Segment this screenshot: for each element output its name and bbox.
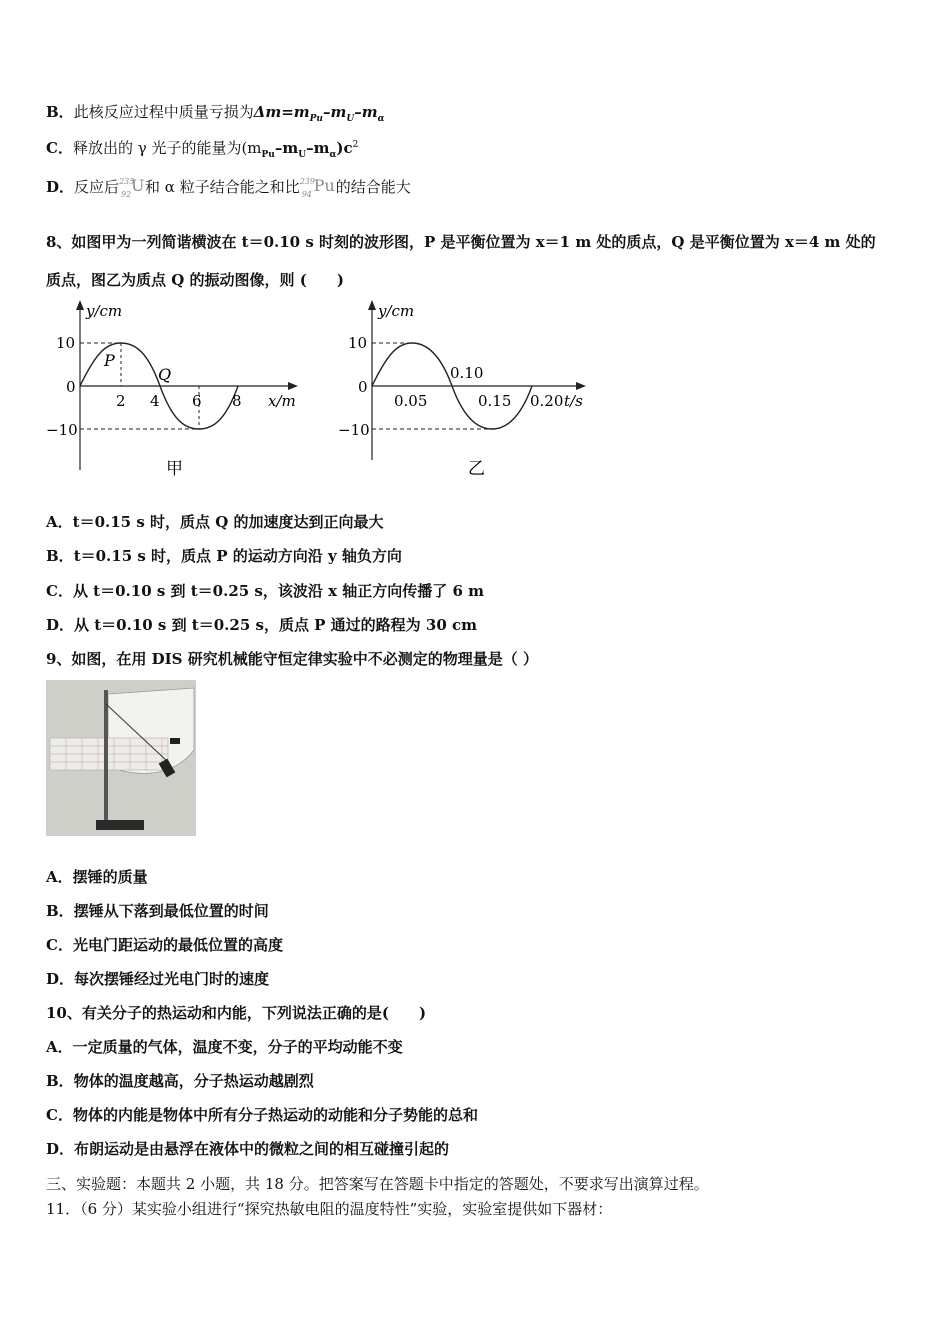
q10-stem: 10、有关分子的热运动和内能，下列说法正确的是( ) bbox=[46, 1004, 427, 1022]
formula-part: )c bbox=[336, 139, 353, 157]
q10-option-a bbox=[46, 1037, 403, 1057]
t-tick-020: 0.20 bbox=[530, 392, 564, 410]
option-text: 从 t＝0.10 s 到 t＝0.25 s，该波沿 x 轴正方向传播了 6 m bbox=[72, 582, 485, 600]
section-3-heading: 三、实验题：本题共 2 小题，共 18 分。把答案写在答题卡中指定的答题处，不要求写出演算过程。 bbox=[46, 1175, 709, 1193]
q10-option-c bbox=[46, 1105, 478, 1125]
q9-stem: 9、如图，在用 DIS 研究机械能守恒定律实验中不必测定的物理量是（ ） bbox=[46, 650, 538, 668]
option-text: 反应后 bbox=[74, 178, 120, 196]
x-tick-2: 2 bbox=[116, 392, 126, 410]
option-text: 光电门距运动的最低位置的高度 bbox=[72, 936, 283, 954]
option-text: 物体的内能是物体中所有分子热运动的动能和分子势能的总和 bbox=[72, 1106, 478, 1124]
t-tick-010: 0.10 bbox=[450, 364, 484, 382]
formula-part: –m bbox=[354, 103, 378, 121]
option-text: 释放出的 γ 光子的能量为(m bbox=[72, 139, 262, 157]
x-tick-8: 8 bbox=[232, 392, 242, 410]
mass-number: 239 bbox=[299, 177, 315, 186]
y-tick-top: 10 bbox=[348, 334, 368, 352]
option-text: t＝0.15 s 时，质点 Q 的加速度达到正向最大 bbox=[72, 513, 384, 531]
figure-jia-wave-graph bbox=[44, 298, 304, 483]
option-text: 物体的温度越高，分子热运动越剧烈 bbox=[73, 1072, 314, 1090]
subscript: α bbox=[377, 114, 385, 124]
superscript: 2 bbox=[352, 140, 359, 150]
subscript: Pu bbox=[261, 150, 275, 160]
option-label: C． bbox=[46, 582, 73, 600]
dis-apparatus-photo bbox=[46, 680, 196, 836]
q10-option-d bbox=[46, 1139, 449, 1159]
pendulum-apparatus-illustration bbox=[46, 680, 196, 836]
y-tick-zero: 0 bbox=[358, 378, 368, 396]
option-label: B． bbox=[46, 1072, 74, 1090]
q8-stem-line2: 质点，图乙为质点 Q 的振动图像，则 ( ) bbox=[46, 271, 344, 289]
q7-option-d bbox=[46, 177, 411, 198]
option-text: 一定质量的气体，温度不变，分子的平均动能不变 bbox=[72, 1038, 403, 1056]
t-axis-arrow bbox=[576, 382, 586, 390]
q8-option-a bbox=[46, 512, 384, 532]
q8-option-d bbox=[46, 615, 477, 635]
t-axis-label: t/s bbox=[564, 392, 583, 410]
stand-base bbox=[96, 820, 144, 830]
y-tick-top: 10 bbox=[56, 334, 76, 352]
q7-option-b bbox=[46, 102, 385, 122]
point-q-label: Q bbox=[158, 365, 172, 384]
q9-option-b bbox=[46, 901, 269, 921]
option-text: 的结合能大 bbox=[335, 178, 411, 196]
q10-option-b bbox=[46, 1071, 314, 1091]
figure-yi-vibration-graph bbox=[334, 298, 596, 483]
option-label: D． bbox=[46, 616, 75, 634]
option-label: C． bbox=[46, 1106, 73, 1124]
subscript: U bbox=[298, 150, 307, 160]
q8-stem-line1: 8、如图甲为一列简谐横波在 t＝0.10 s 时刻的波形图，P 是平衡位置为 x＝1 m 处的质点，Q 是平衡位置为 x＝4 m 处的 bbox=[46, 233, 876, 251]
subscript: Pu bbox=[309, 114, 323, 124]
formula-part: –m bbox=[274, 139, 299, 157]
subscript: α bbox=[329, 150, 337, 160]
option-label: D． bbox=[46, 1140, 75, 1158]
atomic-number: 92 bbox=[121, 190, 132, 199]
point-p-label: P bbox=[104, 351, 115, 370]
x-tick-6: 6 bbox=[192, 392, 202, 410]
mass-number: 235 bbox=[119, 177, 135, 186]
element-symbol: U bbox=[131, 176, 145, 195]
formula-part: Δm=m bbox=[253, 103, 310, 121]
option-text: 从 t＝0.10 s 到 t＝0.25 s，质点 P 通过的路程为 30 cm bbox=[74, 616, 477, 634]
x-axis-arrow bbox=[288, 382, 298, 390]
t-tick-005: 0.05 bbox=[394, 392, 428, 410]
option-label: B． bbox=[46, 902, 74, 920]
option-label: C． bbox=[46, 139, 73, 157]
y-axis-label: y/cm bbox=[86, 302, 123, 320]
option-text: 此核反应过程中质量亏损为 bbox=[73, 103, 254, 121]
element-symbol: Pu bbox=[313, 176, 335, 195]
option-label: C． bbox=[46, 936, 73, 954]
option-text: 摆锤的质量 bbox=[72, 868, 148, 886]
support-rod bbox=[104, 690, 108, 822]
option-text: t＝0.15 s 时，质点 P 的运动方向沿 y 轴负方向 bbox=[73, 547, 402, 565]
y-axis-arrow bbox=[368, 300, 376, 310]
uranium-nuclide bbox=[119, 178, 145, 198]
t-tick-015: 0.15 bbox=[478, 392, 512, 410]
option-label: A． bbox=[46, 868, 73, 886]
photogate bbox=[170, 738, 180, 744]
plutonium-nuclide bbox=[300, 178, 336, 198]
option-text: 布朗运动是由悬浮在液体中的微粒之间的相互碰撞引起的 bbox=[74, 1140, 450, 1158]
q9-option-a bbox=[46, 867, 148, 887]
y-tick-bottom: −10 bbox=[46, 421, 78, 439]
y-tick-bottom: −10 bbox=[338, 421, 370, 439]
q9-option-c bbox=[46, 935, 283, 955]
q8-option-b bbox=[46, 546, 402, 566]
atomic-number: 94 bbox=[301, 190, 312, 199]
option-text: 每次摆锤经过光电门时的速度 bbox=[74, 970, 270, 988]
y-tick-zero: 0 bbox=[66, 378, 76, 396]
formula-part: –m bbox=[306, 139, 330, 157]
figure-caption: 乙 bbox=[468, 459, 485, 479]
option-label: A． bbox=[46, 513, 73, 531]
q11-stem: 11．（6 分）某实验小组进行“探究热敏电阻的温度特性”实验，实验室提供如下器材： bbox=[46, 1200, 613, 1218]
option-label: B． bbox=[46, 547, 74, 565]
formula-part: –m bbox=[322, 103, 347, 121]
option-label: D． bbox=[46, 970, 75, 988]
option-text: 和 α 粒子结合能之和比 bbox=[145, 178, 300, 196]
q8-option-c bbox=[46, 581, 484, 601]
option-text: 摆锤从下落到最低位置的时间 bbox=[73, 902, 269, 920]
y-axis-label: y/cm bbox=[378, 302, 415, 320]
q7-option-c bbox=[46, 138, 358, 158]
figure-caption: 甲 bbox=[166, 459, 183, 479]
q9-option-d bbox=[46, 969, 269, 989]
subscript: U bbox=[346, 114, 355, 124]
option-label: A． bbox=[46, 1038, 73, 1056]
x-axis-label: x/m bbox=[268, 392, 296, 410]
option-label: D． bbox=[46, 178, 75, 196]
option-label: B． bbox=[46, 103, 74, 121]
y-axis-arrow bbox=[76, 300, 84, 310]
formula bbox=[253, 103, 385, 124]
x-tick-4: 4 bbox=[150, 392, 160, 410]
